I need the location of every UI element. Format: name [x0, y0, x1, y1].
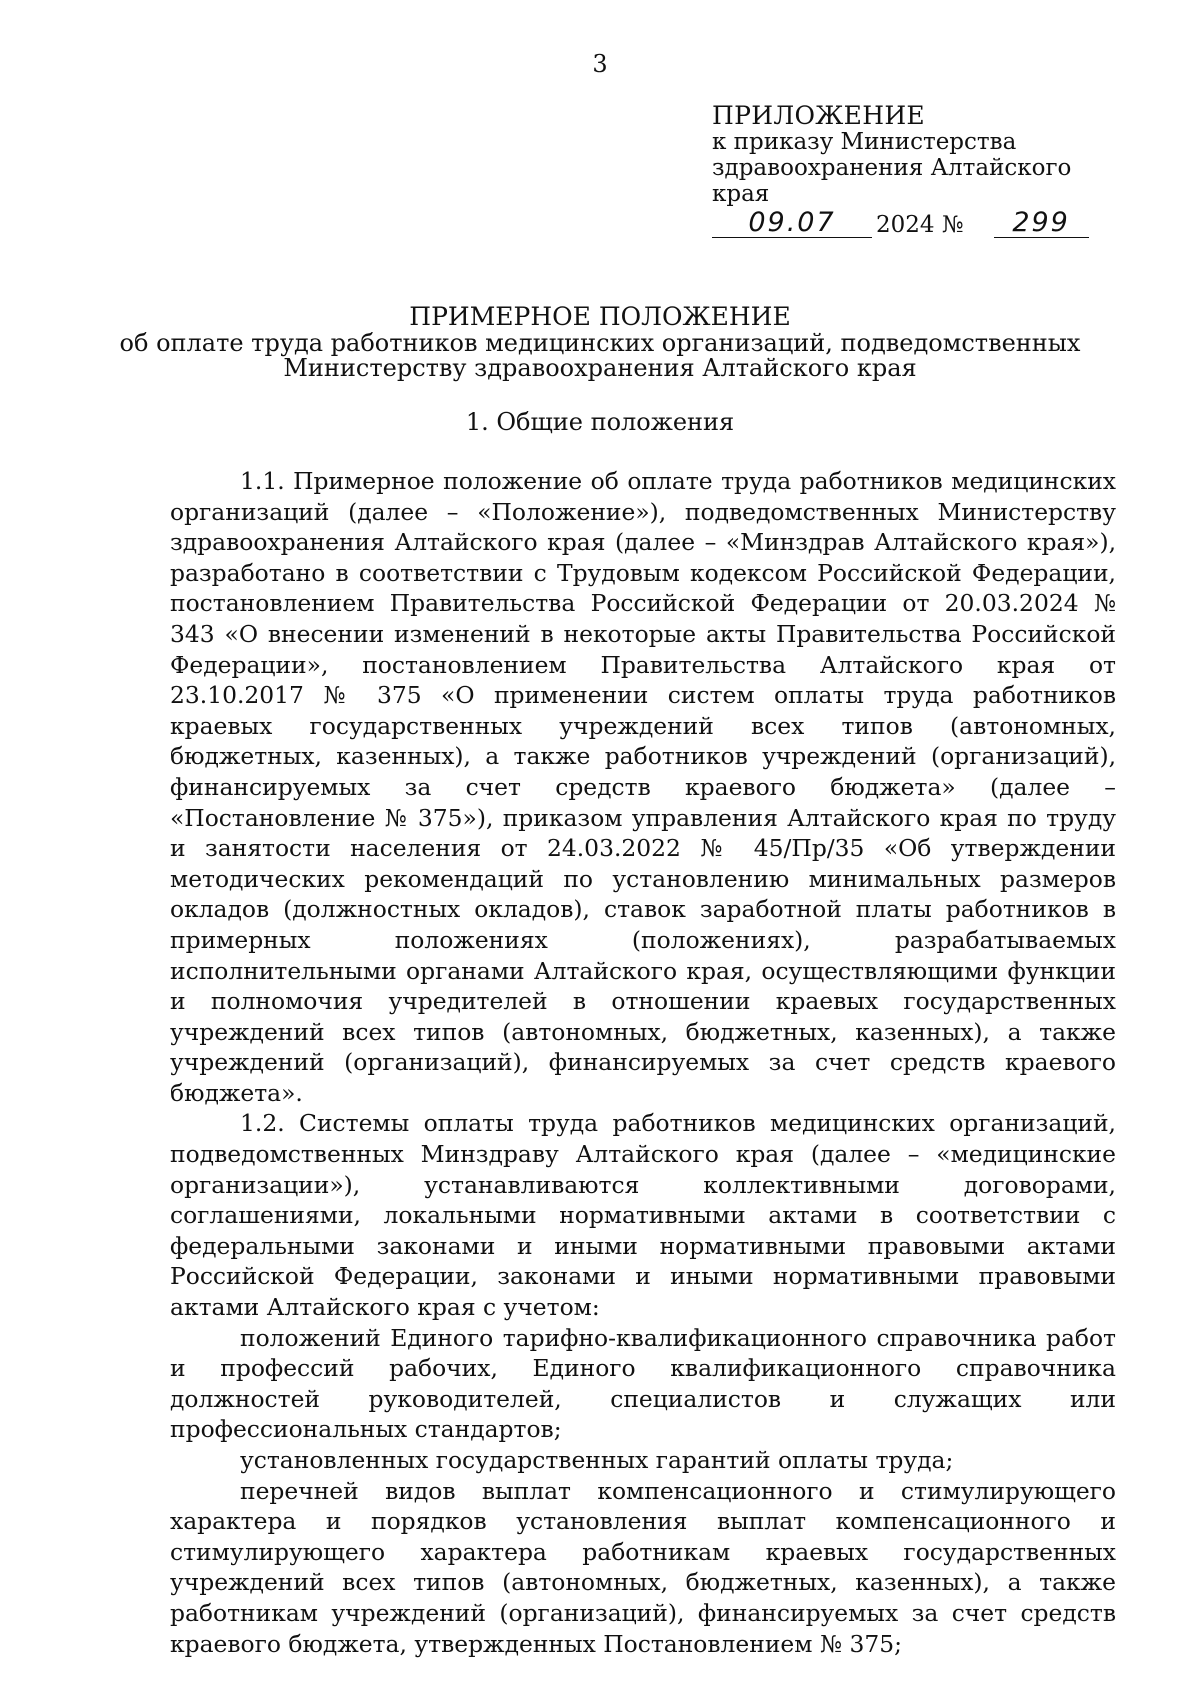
document-body — [170, 466, 1116, 1659]
appendix-block — [712, 103, 1132, 238]
appendix-date-line — [712, 209, 1132, 238]
paragraph-1-1: 1.1. Примерное положение об оплате труда работников медицинских организаций (далее – «Положение»), подведомственных Министерству здравоохранения Алтайского края (далее – «Минздрав Алтайского края»), разработано в соответствии с Трудовым кодексом Российской Федерации, постановлением Правительства Российской Федерации от 20.03.2024 № 343 «О внесении изменений в некоторые акты Правительства Российской Федерации», постановлением Правительства Алтайского края от 23.10.2017 № 375 «О применении систем оплаты труда работников краевых государственных учреждений всех типов (автономных, бюджетных, казенных), а также работников учреждений (организаций), финансируемых за счет средств краевого бюджета» (далее – «Постановление № 375»), приказом управления Алтайского края по труду и занятости населения от 24.03.2022 № 45/Пр/35 «Об утверждении методических рекомендаций по установлению минимальных размеров окладов (должностных окладов), ставок заработной платы работников в примерных положениях (положениях), разрабатываемых исполнительными органами Алтайского края, осуществляющими функции и полномочия учредителей в отношении краевых государственных учреждений всех типов (автономных, бюджетных, казенных), а также учреждений (организаций), финансируемых за счет средств краевого бюджета». — [170, 467, 1116, 1107]
appendix-order-line: к приказу Министерства — [712, 129, 1017, 155]
document-title-block — [0, 304, 1200, 381]
list-item: положений Единого тарифно-квалификационного справочника работ и профессий рабочих, Единого квалификационного справочника должностей руководителей, специалистов и служащих или профессиональных стандартов; — [170, 1323, 1116, 1444]
page-number: 3 — [592, 50, 608, 78]
appendix-ministry-line: здравоохранения Алтайского края — [712, 155, 1072, 207]
paragraph-1-2: 1.2. Системы оплаты труда работников медицинских организаций, подведомственных Минздраву Алтайского края (далее – «медицинские организации»), устанавливаются коллективными договорами, соглашениями, локальными нормативными актами в соответствии с федеральными законами и иными нормативными правовыми актами Российской Федерации, законами и иными нормативными правовыми актами Алтайского края с учетом: — [170, 1109, 1116, 1322]
list-item: перечней видов выплат компенсационного и стимулирующего характера и порядков установления выплат компенсационного и стимулирующего характера работникам краевых государственных учреждений всех типов (автономных, бюджетных, казенных), а также работникам учреждений (организаций), финансируемых за счет средств краевого бюджета, утвержденных Постановлением № 375; — [170, 1476, 1116, 1658]
document-subtitle-line-2: Министерству здравоохранения Алтайского края — [283, 354, 917, 382]
section-heading: 1. Общие положения — [465, 408, 735, 436]
handwritten-date: 09.07 — [712, 209, 872, 238]
handwritten-order-number: 299 — [994, 209, 1089, 238]
appendix-title: ПРИЛОЖЕНИЕ — [712, 101, 925, 130]
document-subtitle-line-1: об оплате труда работников медицинских организаций, подведомственных — [119, 329, 1081, 357]
list-item: установленных государственных гарантий оплаты труда; — [240, 1446, 954, 1474]
document-title: ПРИМЕРНОЕ ПОЛОЖЕНИЕ — [409, 302, 791, 331]
year-number-label: 2024 № — [876, 212, 964, 238]
